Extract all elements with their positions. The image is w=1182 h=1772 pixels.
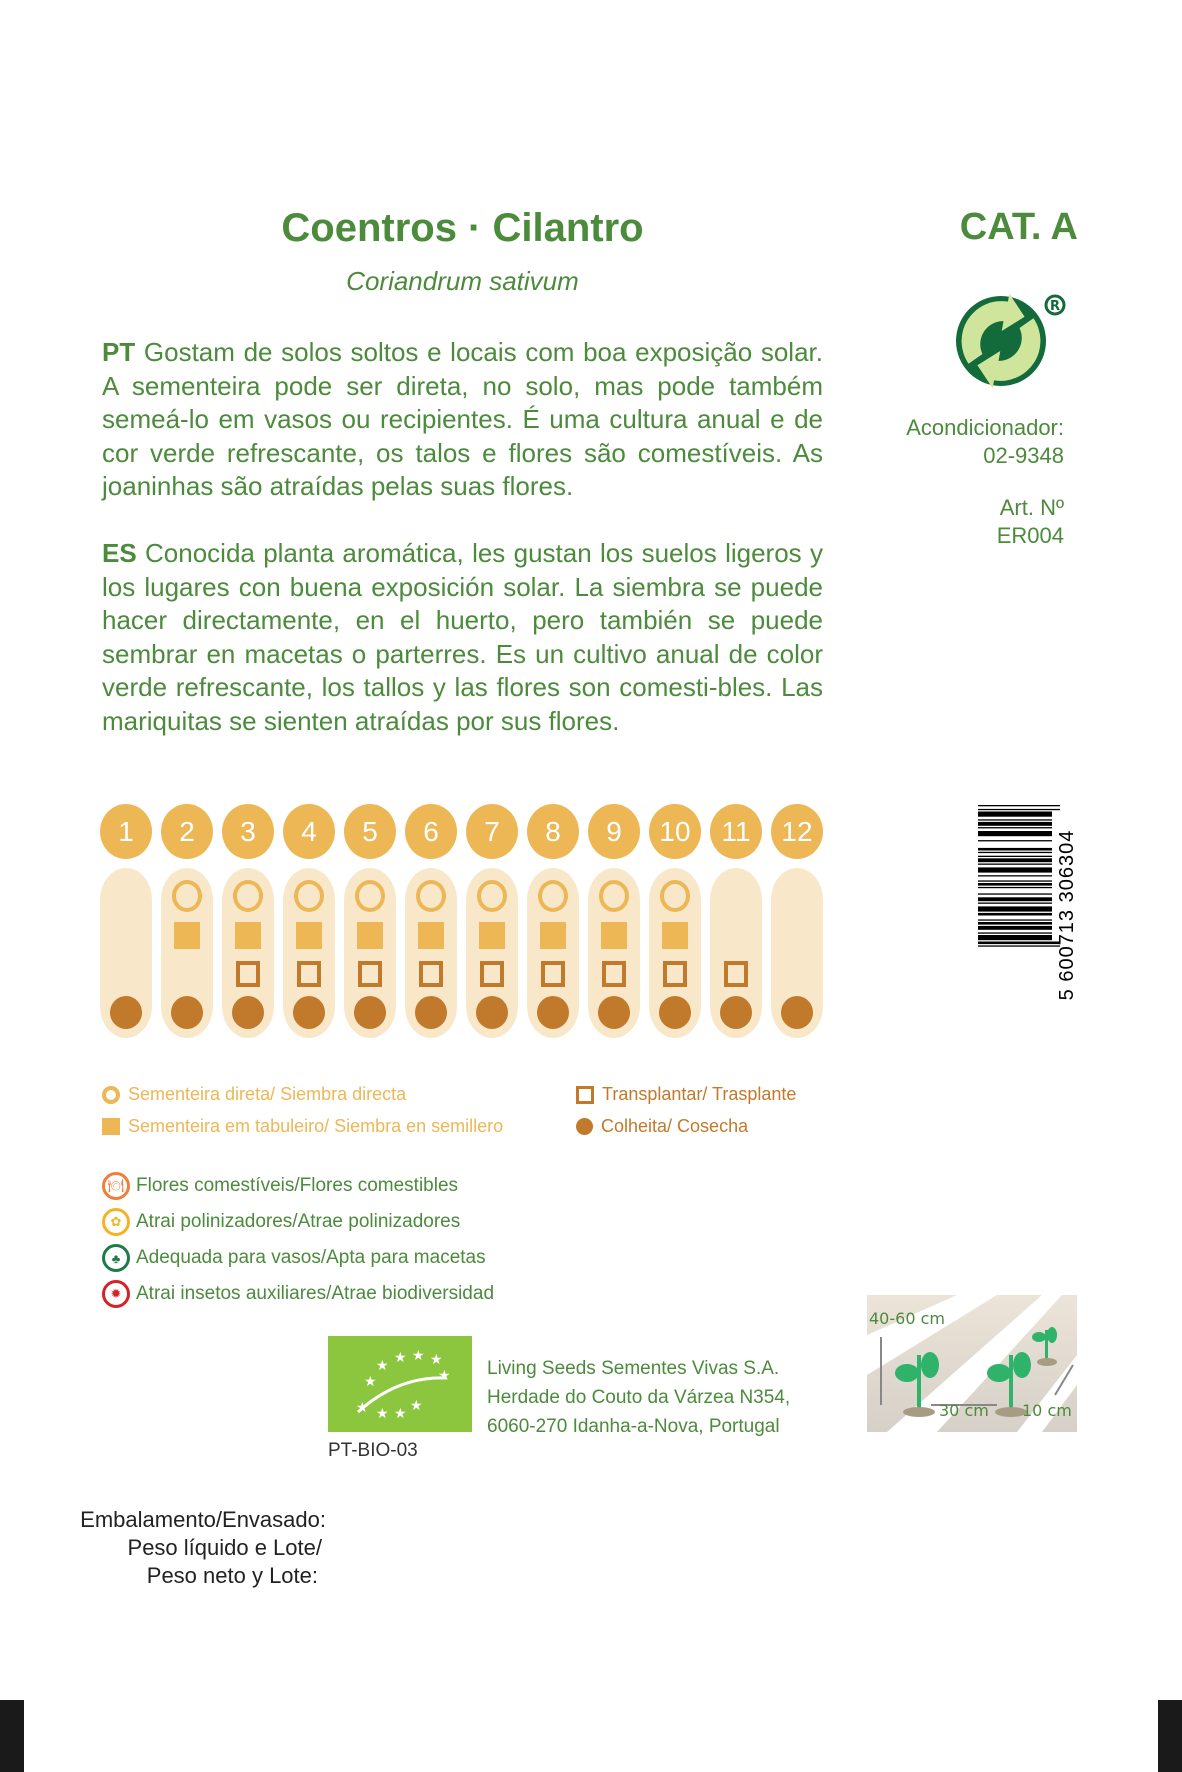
barcode-bar <box>978 932 1052 933</box>
barcode-bar <box>978 856 1052 857</box>
crop-mark-left <box>0 1700 24 1772</box>
barcode-bar <box>978 864 1052 865</box>
lang-pt: PT <box>102 337 136 367</box>
month-7: 7 <box>466 804 518 859</box>
tray-sowing-icon <box>601 922 627 949</box>
svg-text:★: ★ <box>430 1352 443 1368</box>
month-column-7 <box>466 868 518 1038</box>
lang-es: ES <box>102 538 137 568</box>
height-label: 40-60 cm <box>869 1309 945 1328</box>
feature-label: Atrai insetos auxiliares/Atrae biodiversidad <box>136 1283 495 1304</box>
pollinator-icon: ✿ <box>102 1208 130 1236</box>
tray-sowing-icon <box>418 922 444 949</box>
month-column-12 <box>771 868 823 1038</box>
address-line: Herdade do Couto da Várzea N354, <box>487 1387 791 1408</box>
description-es-text: Conocida planta aromática, les gustan los suelos ligeros y los lugares con buena exposición solar. La siembra se puede hacer directamente, en el huerto, pero también se puede sembrar en macetas o parterres. Es un cultivo anual de color verde refrescante, los tallos y las flores son comesti-bles. Las mariquitas se sienten atraídas por sus flores. <box>102 538 823 736</box>
direct-sowing-icon <box>538 880 568 912</box>
scientific-name: Coriandrum sativum <box>346 266 579 296</box>
transplant-icon <box>419 961 443 987</box>
svg-text:★: ★ <box>410 1398 423 1414</box>
barcode-bar <box>978 935 1052 940</box>
month-4: 4 <box>283 804 335 859</box>
svg-text:★: ★ <box>394 1350 407 1366</box>
description-pt-text: Gostam de solos soltos e locais com boa exposição solar. A sementeira pode ser direta, no solo, mas pode também semeá-lo em vasos ou recipientes. É uma cultura anual e de cor verde refrescante, os talos e flores são comestíveis. As joaninhas são atraídas pelas suas flores. <box>102 337 823 501</box>
svg-text:★: ★ <box>356 1400 369 1416</box>
month-9: 9 <box>588 804 640 859</box>
barcode-bar <box>978 919 1052 920</box>
pot-plant-icon: ♣ <box>102 1244 130 1272</box>
svg-text:★: ★ <box>364 1374 377 1390</box>
crop-mark-right <box>1158 1700 1182 1772</box>
transplant-icon <box>602 961 626 987</box>
barcode-bar <box>978 840 1052 841</box>
month-column-1 <box>100 868 152 1038</box>
month-3: 3 <box>222 804 274 859</box>
month-column-11 <box>710 868 762 1038</box>
harvest-icon <box>415 996 447 1029</box>
transplant-icon <box>236 961 260 987</box>
harvest-icon <box>781 996 813 1029</box>
square-icon <box>102 1118 120 1135</box>
tray-sowing-icon <box>662 922 688 949</box>
barcode-number: 5 600713 306304 <box>1056 829 1078 1001</box>
tray-sowing-icon <box>479 922 505 949</box>
transplant-icon <box>297 961 321 987</box>
harvest-icon <box>354 996 386 1029</box>
tray-sowing-icon <box>296 922 322 949</box>
article-info <box>997 494 1064 550</box>
plant-spacing-label: 10 cm <box>1022 1401 1072 1420</box>
month-11: 11 <box>710 804 762 859</box>
transplant-icon <box>358 961 382 987</box>
conditioner-label: Acondicionador: <box>906 415 1064 440</box>
feature-item <box>102 1172 458 1200</box>
address-line: 6060-270 Idanha-a-Nova, Portugal <box>487 1416 780 1437</box>
svg-text:★: ★ <box>412 1348 425 1364</box>
packaging-info <box>40 1506 326 1590</box>
product-title: Coentros · Cilantro <box>281 206 644 250</box>
packaging-line: Embalamento/Envasado: <box>80 1507 326 1532</box>
svg-text:★: ★ <box>376 1358 389 1374</box>
month-column-4 <box>283 868 335 1038</box>
company-address <box>487 1354 790 1441</box>
conditioner-value: 02-9348 <box>983 443 1064 468</box>
barcode-bar <box>978 858 1052 862</box>
harvest-icon <box>476 996 508 1029</box>
month-column-9 <box>588 868 640 1038</box>
tray-sowing-icon <box>357 922 383 949</box>
row-spacing-label: 30 cm <box>939 1401 989 1420</box>
barcode-bar <box>978 945 1060 946</box>
month-12: 12 <box>771 804 823 859</box>
direct-sowing-icon <box>355 880 385 912</box>
description-es <box>102 537 823 738</box>
tray-sowing-icon <box>174 922 200 949</box>
spacing-diagram <box>867 1295 1077 1432</box>
article-label: Art. Nº <box>999 495 1064 520</box>
month-6: 6 <box>405 804 457 859</box>
barcode-bar <box>978 883 1052 886</box>
barcode-bar <box>978 809 1060 810</box>
ladybug-icon: ✹ <box>102 1280 130 1308</box>
barcode <box>978 805 1078 1025</box>
month-column-10 <box>649 868 701 1038</box>
direct-sowing-icon <box>294 880 324 912</box>
harvest-icon <box>110 996 142 1029</box>
dot-icon <box>576 1118 593 1135</box>
barcode-bar <box>978 875 1052 876</box>
barcode-bar <box>978 848 1052 851</box>
svg-text:★: ★ <box>394 1406 407 1422</box>
barcode-bar <box>978 887 1052 888</box>
svg-text:R: R <box>1049 299 1061 314</box>
month-1: 1 <box>100 804 152 859</box>
description-pt <box>102 336 823 504</box>
harvest-icon <box>720 996 752 1029</box>
direct-sowing-icon <box>477 880 507 912</box>
barcode-bar <box>978 906 1052 911</box>
month-column-2 <box>161 868 213 1038</box>
direct-sowing-icon <box>660 880 690 912</box>
barcode-bar <box>978 893 1052 894</box>
harvest-icon <box>598 996 630 1029</box>
feature-label: Adequada para vasos/Apta para macetas <box>136 1247 486 1268</box>
svg-text:★: ★ <box>438 1368 451 1384</box>
svg-text:★: ★ <box>376 1406 389 1422</box>
month-2: 2 <box>161 804 213 859</box>
feature-item <box>102 1244 486 1272</box>
harvest-icon <box>232 996 264 1029</box>
month-column-8 <box>527 868 579 1038</box>
legend-direct <box>102 1084 406 1105</box>
feature-item <box>102 1208 460 1236</box>
barcode-bar <box>978 942 1060 945</box>
month-column-5 <box>344 868 396 1038</box>
month-column-3 <box>222 868 274 1038</box>
transplant-icon <box>663 961 687 987</box>
barcode-bar <box>978 831 1052 836</box>
direct-sowing-icon <box>416 880 446 912</box>
legend-transplant <box>576 1084 796 1105</box>
harvest-icon <box>293 996 325 1029</box>
green-dot-logo <box>955 293 1067 388</box>
harvest-icon <box>171 996 203 1029</box>
edible-flowers-icon: 🍽 <box>102 1172 130 1200</box>
barcode-bar <box>978 819 1052 820</box>
feature-label: Atrai polinizadores/Atrae polinizadores <box>136 1211 461 1232</box>
barcode-bar <box>978 805 1060 806</box>
month-column-6 <box>405 868 457 1038</box>
month-8: 8 <box>527 804 579 859</box>
barcode-bar <box>978 926 1052 930</box>
category-label: CAT. A <box>959 206 1078 248</box>
feature-item <box>102 1280 494 1308</box>
legend-harvest <box>576 1116 748 1137</box>
organic-code: PT-BIO-03 <box>328 1440 418 1461</box>
legend-tray-label: Sementeira em tabuleiro/ Siembra en semillero <box>128 1116 504 1136</box>
harvest-icon <box>659 996 691 1029</box>
ring-icon <box>102 1086 120 1104</box>
outline-square-icon <box>576 1086 594 1104</box>
article-value: ER004 <box>996 523 1064 548</box>
tray-sowing-icon <box>540 922 566 949</box>
month-10: 10 <box>649 804 701 859</box>
barcode-bar <box>978 913 1052 916</box>
conditioner-info <box>906 414 1064 470</box>
address-line: Living Seeds Sementes Vivas S.A. <box>487 1358 780 1379</box>
harvest-icon <box>537 996 569 1029</box>
packaging-line: Peso neto y Lote: <box>146 1563 318 1588</box>
tray-sowing-icon <box>235 922 261 949</box>
barcode-bar <box>978 922 1052 925</box>
legend-direct-label: Sementeira direta/ Siembra directa <box>128 1084 407 1104</box>
direct-sowing-icon <box>172 880 202 912</box>
barcode-bar <box>978 897 1052 901</box>
barcode-bar <box>978 903 1052 904</box>
legend-harvest-label: Colheita/ Cosecha <box>601 1116 749 1136</box>
barcode-bar <box>978 852 1052 853</box>
legend-tray <box>102 1116 503 1137</box>
eu-organic-logo <box>328 1336 472 1432</box>
transplant-icon <box>480 961 504 987</box>
barcode-bar <box>978 822 1052 826</box>
transplant-icon <box>541 961 565 987</box>
barcode-bar <box>978 827 1052 828</box>
feature-label: Flores comestíveis/Flores comestibles <box>136 1175 459 1196</box>
barcode-bar <box>978 867 1052 872</box>
direct-sowing-icon <box>233 880 263 912</box>
barcode-bar <box>978 812 1052 817</box>
transplant-icon <box>724 961 748 987</box>
barcode-bar <box>978 880 1052 881</box>
packaging-line: Peso líquido e Lote/ <box>127 1535 322 1560</box>
month-5: 5 <box>344 804 396 859</box>
legend-transplant-label: Transplantar/ Trasplante <box>602 1084 797 1104</box>
direct-sowing-icon <box>599 880 629 912</box>
